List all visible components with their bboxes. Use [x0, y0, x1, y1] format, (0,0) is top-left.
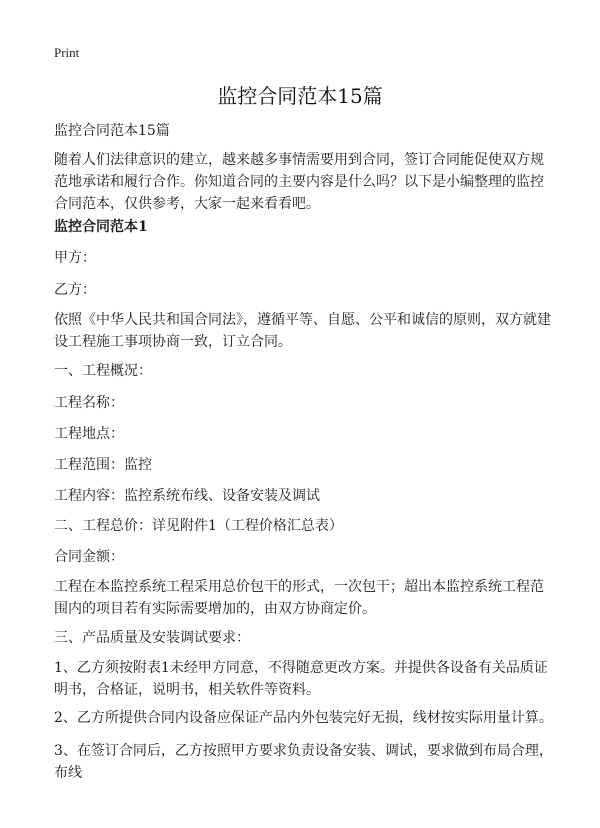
print-label: Print	[54, 45, 80, 60]
project-location-line: 工程地点：	[54, 426, 124, 442]
total-price-line: 二、工程总价：详见附件1（工程价格汇总表）	[54, 518, 343, 534]
intro-paragraph: 随着人们法律意识的建立，越来越多事情需要用到合同，签订合同能促使双方规范地承诺和履行合作。你知道合同的主要内容是什么吗？以下是小编整理的监控合同范本，仅供参考，大家一起来看看吧。	[54, 152, 544, 212]
document-subtitle: 监控合同范本15篇	[54, 123, 170, 139]
requirement-2-paragraph: 2、乙方所提供合同内设备应保证产品内外包装完好无损，线材按实际用量计算。	[54, 710, 553, 726]
project-name-line: 工程名称：	[54, 395, 124, 411]
document-title: 监控合同范本15篇	[217, 84, 383, 108]
party-b-line: 乙方：	[54, 282, 96, 298]
requirement-1-paragraph: 1、乙方须按附表1未经甲方同意，不得随意更改方案。并提供各设备有关品质证明书，合格证，说明书，相关软件等资料。	[54, 660, 548, 698]
party-a-line: 甲方：	[54, 250, 96, 266]
requirement-3-paragraph: 3、在签订合同后，乙方按照甲方要求负责设备安装、调试，要求做到布局合理，布线	[54, 743, 553, 781]
overview-heading: 一、工程概况：	[54, 363, 152, 379]
quality-heading: 三、产品质量及安装调试要求：	[54, 630, 250, 646]
section-heading: 监控合同范本1	[54, 219, 148, 235]
project-content-line: 工程内容：监控系统布线、设备安装及调试	[54, 488, 320, 504]
lump-sum-paragraph: 工程在本监控系统工程采用总价包干的形式，一次包干；超出本监控系统工程范围内的项目若有实际需要增加的，由双方协商定价。	[54, 579, 544, 617]
contract-basis-paragraph: 依照《中华人民共和国合同法》，遵循平等、自愿、公平和诚信的原则，双方就建设工程施工事项协商一致，订立合同。	[54, 312, 551, 350]
contract-amount-line: 合同金额：	[54, 549, 124, 565]
project-scope-line: 工程范围：监控	[54, 457, 152, 473]
